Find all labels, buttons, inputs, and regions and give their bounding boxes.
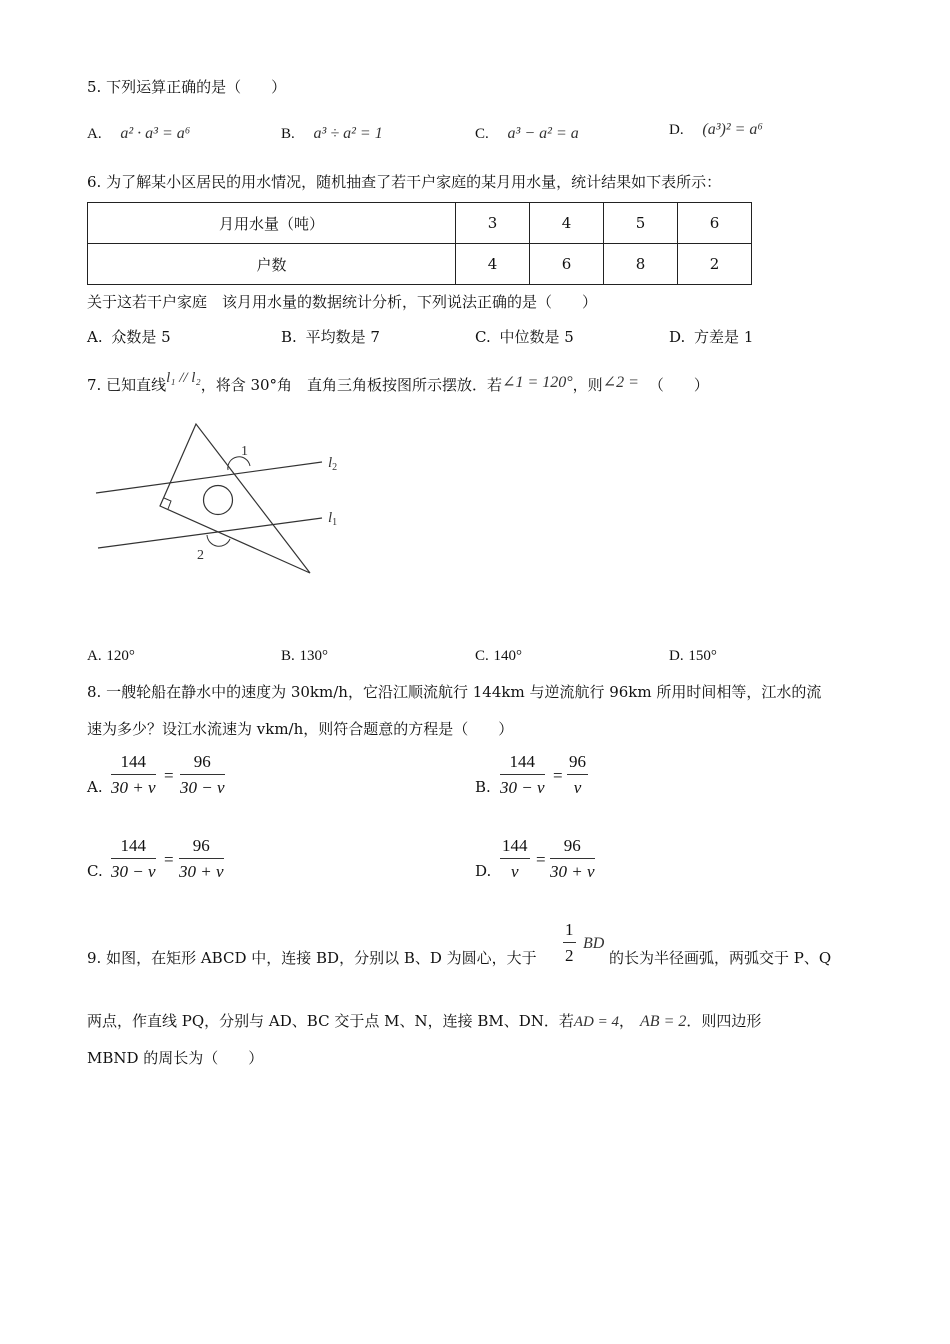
option-text: 平均数是 7 xyxy=(305,328,380,346)
triangle-ruler xyxy=(160,424,310,573)
fraction-left: $\frac{144}{30 - v}$ xyxy=(500,752,545,797)
q6-option-d[interactable] xyxy=(669,326,753,347)
math-expression: a² · a³ = a⁶ xyxy=(120,125,191,142)
option-letter[interactable]: D. xyxy=(475,862,492,880)
q5-stem: 5. 下列运算正确的是（ ） xyxy=(87,78,287,96)
angle-1-expression: ∠1 = 120° xyxy=(502,374,573,391)
option-letter: A. xyxy=(87,648,102,664)
option-text: 中位数是 5 xyxy=(499,328,574,346)
option-letter: B. xyxy=(281,126,295,142)
angle-2-arc xyxy=(207,535,230,546)
q6-option-c[interactable] xyxy=(475,326,574,347)
option-letter: D. xyxy=(669,648,684,664)
q9-text: 两点，作直线 PQ，分别与 AD、BC 交于点 M、N，连接 BM、DN．若 xyxy=(87,1012,574,1030)
table-cell: 8 xyxy=(604,244,678,285)
table-header-cell: 户数 xyxy=(88,244,456,285)
angle-2-expression: ∠2 = xyxy=(602,374,639,391)
math-expression: (a³)² = a⁶ xyxy=(702,121,763,138)
l2-label: $l_2$ xyxy=(328,455,338,473)
table-cell: 2 xyxy=(678,244,752,285)
q7-option-d[interactable] xyxy=(669,646,717,665)
ruler-hole xyxy=(204,486,233,515)
q8-stem-line2: 速为多少？设江水流速为 vkm/h，则符合题意的方程是（ ） xyxy=(87,720,514,738)
q5-option-a[interactable] xyxy=(87,124,190,143)
angle-2-label: 2 xyxy=(197,548,204,563)
option-letter: C. xyxy=(475,126,489,142)
q5-option-b[interactable] xyxy=(281,124,383,143)
water-usage-table xyxy=(87,202,752,285)
table-cell: 5 xyxy=(604,203,678,244)
option-letter: C. xyxy=(475,648,489,664)
q7-stem-text: （ ） xyxy=(648,376,709,394)
equals-sign: = xyxy=(164,766,174,785)
half-fraction: $\frac{1}{2}$ xyxy=(565,920,574,965)
fraction-right: $\frac{96}{30 - v}$ xyxy=(180,752,225,797)
table-header-cell: 月用水量（吨） xyxy=(88,203,456,244)
equals-sign: = xyxy=(164,850,174,869)
l1-label: $l_1$ xyxy=(328,510,338,528)
q9-text: ， xyxy=(619,1012,635,1030)
q9-text: ．则四边形 xyxy=(686,1012,762,1030)
option-letter: B. xyxy=(281,328,297,346)
option-text: 120° xyxy=(106,648,135,664)
option-text: 140° xyxy=(493,648,523,664)
equals-sign: = xyxy=(536,850,546,869)
fraction-right: $\frac{96}{30 + v}$ xyxy=(550,836,595,881)
option-letter: C. xyxy=(475,328,491,346)
option-letter: D. xyxy=(669,122,684,138)
line-l1 xyxy=(98,518,322,548)
q9-line1 xyxy=(87,947,537,968)
triangle-parallel-lines-figure xyxy=(90,418,360,584)
table-cell: 4 xyxy=(530,203,604,244)
ad-expression: AD = 4 xyxy=(573,1014,620,1030)
option-letter: A. xyxy=(87,328,103,346)
fraction-left: $\frac{144}{30 - v}$ xyxy=(111,836,156,881)
parallel-lines-expression: l₁ // l₂ xyxy=(166,370,201,386)
option-letter: A. xyxy=(87,126,102,142)
q5-option-c[interactable] xyxy=(475,124,579,143)
q9-line2 xyxy=(87,1010,761,1031)
equals-sign: = xyxy=(553,766,563,785)
option-text: 方差是 1 xyxy=(694,328,754,346)
q9-line3: MBND 的周长为（ ） xyxy=(87,1049,264,1067)
fraction-right: $\frac{96}{30 + v}$ xyxy=(179,836,224,881)
ab-expression: AB = 2 xyxy=(640,1013,687,1030)
fraction-right: $\frac{96}{v}$ xyxy=(569,752,586,797)
option-letter: B. xyxy=(281,648,295,664)
q7-stem-text: 7. 已知直线 xyxy=(87,376,167,394)
math-expression: a³ − a² = a xyxy=(507,125,579,142)
fraction-left: $\frac{144}{30 + v}$ xyxy=(111,752,156,797)
q8-stem-line1: 8. 一艘轮船在静水中的速度为 30km/h，它沿江顺流航行 144km 与逆流航行 96km 所用时间相等，江水的流 xyxy=(87,683,822,701)
option-text: 150° xyxy=(688,648,717,664)
option-text: 众数是 5 xyxy=(111,328,171,346)
table-cell: 3 xyxy=(456,203,530,244)
table-cell: 4 xyxy=(456,244,530,285)
option-letter[interactable]: B. xyxy=(475,778,491,796)
q9-text: 9. 如图，在矩形 ABCD 中，连接 BD，分别以 B、D 为圆心，大于 xyxy=(87,949,537,967)
q6-followup: 关于这若干户家庭 该月用水量的数据统计分析，下列说法正确的是（ ） xyxy=(87,293,598,311)
fraction-left: $\frac{144}{v}$ xyxy=(502,836,528,881)
q6-option-b[interactable] xyxy=(281,326,380,347)
q7-option-b[interactable] xyxy=(281,646,328,665)
math-expression: a³ ÷ a² = 1 xyxy=(313,125,383,142)
option-letter: D. xyxy=(669,328,686,346)
option-letter[interactable]: A. xyxy=(87,778,103,796)
table-row xyxy=(88,244,752,285)
table-cell: 6 xyxy=(530,244,604,285)
option-text: 130° xyxy=(299,648,329,664)
option-letter[interactable]: C. xyxy=(87,862,103,880)
q5-option-d[interactable] xyxy=(669,120,763,139)
q7-stem-text: ，将含 30°角 直角三角板按图所示摆放．若 xyxy=(200,376,503,394)
table-cell: 6 xyxy=(678,203,752,244)
table-row xyxy=(88,203,752,244)
q6-stem: 6. 为了解某小区居民的用水情况，随机抽查了若干户家庭的某月用水量，统计结果如下表所示： xyxy=(87,173,722,191)
q7-stem-text: ，则 xyxy=(572,376,603,394)
q7-option-c[interactable] xyxy=(475,646,522,665)
q9-text: 的长为半径画弧，两弧交于 P、Q xyxy=(609,949,832,967)
q7-option-a[interactable] xyxy=(87,646,135,665)
bd-variable: BD xyxy=(583,935,605,952)
q6-option-a[interactable] xyxy=(87,326,171,347)
q7-stem xyxy=(87,370,709,395)
right-angle-mark xyxy=(164,498,171,509)
angle-1-label: 1 xyxy=(241,444,248,459)
